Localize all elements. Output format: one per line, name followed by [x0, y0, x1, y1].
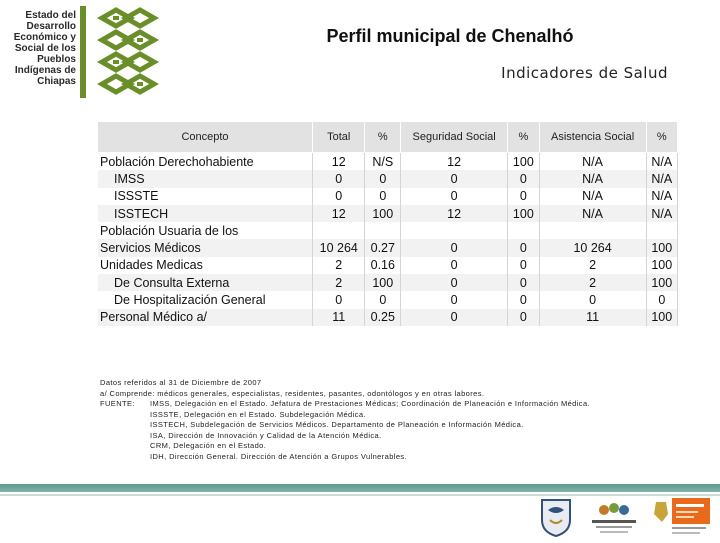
- value-cell: N/A: [646, 170, 677, 187]
- org-name-line: Pueblos: [37, 54, 76, 65]
- value-cell: N/A: [646, 153, 677, 171]
- concept-cell: Unidades Medicas: [98, 257, 313, 274]
- table-row: [98, 153, 678, 171]
- value-cell: 12: [401, 205, 508, 222]
- footnotes: [100, 378, 660, 462]
- mexico-nacion-multicultural-logo: [588, 496, 640, 538]
- value-cell: 0: [401, 291, 508, 308]
- value-cell: [401, 222, 508, 239]
- value-cell: 2: [313, 257, 365, 274]
- value-cell: N/A: [539, 153, 646, 171]
- header-percent: %: [646, 122, 677, 153]
- value-cell: 0: [313, 188, 365, 205]
- unam-seal-logo: [538, 496, 574, 538]
- value-cell: N/S: [365, 153, 401, 171]
- table-body: [98, 153, 678, 326]
- value-cell: 100: [646, 239, 677, 256]
- header-seguridad-social: Seguridad Social: [401, 122, 508, 153]
- value-cell: N/A: [646, 205, 677, 222]
- table-row: [98, 222, 678, 239]
- value-cell: 100: [365, 274, 401, 291]
- accent-bar: [80, 6, 86, 98]
- table-row: [98, 274, 678, 291]
- note-date: Datos referidos al 31 de Diciembre de 2007: [100, 378, 262, 387]
- value-cell: 11: [313, 309, 365, 326]
- value-cell: [539, 222, 646, 239]
- source-line: ISSTECH, Subdelegación de Servicios Médicos. Departamento de Planeación e Información Médica.: [150, 420, 524, 429]
- maya-fret-logo-icon: [92, 6, 164, 98]
- page-subtitle: Indicadores de Salud: [501, 64, 668, 82]
- org-name-line: Económico y: [13, 32, 76, 43]
- source-line: IDH, Dirección General. Dirección de Atención a Grupos Vulnerables.: [150, 451, 408, 461]
- value-cell: 0: [401, 257, 508, 274]
- value-cell: N/A: [539, 170, 646, 187]
- value-cell: 10 264: [539, 239, 646, 256]
- table-row: [98, 291, 678, 308]
- source-line: ISA, Dirección de Innovación y Calidad de la Atención Médica.: [150, 430, 382, 440]
- value-cell: 100: [646, 274, 677, 291]
- concept-cell: IMSS: [98, 170, 313, 187]
- table-row: [98, 188, 678, 205]
- value-cell: 0: [313, 291, 365, 308]
- value-cell: 0: [508, 257, 539, 274]
- org-header: [0, 0, 92, 100]
- value-cell: 0: [508, 239, 539, 256]
- value-cell: 11: [539, 309, 646, 326]
- header-total: Total: [313, 122, 365, 153]
- value-cell: 0: [365, 170, 401, 187]
- value-cell: 12: [401, 153, 508, 171]
- value-cell: 100: [508, 153, 539, 171]
- value-cell: 100: [646, 257, 677, 274]
- value-cell: 0.25: [365, 309, 401, 326]
- concept-cell: De Consulta Externa: [98, 274, 313, 291]
- value-cell: 0: [508, 274, 539, 291]
- concept-cell: ISSSTE: [98, 188, 313, 205]
- health-indicators-table: [98, 122, 678, 326]
- table-row: [98, 309, 678, 326]
- value-cell: 2: [313, 274, 365, 291]
- org-name-line: Estado del: [25, 10, 76, 21]
- concept-cell: Personal Médico a/: [98, 309, 313, 326]
- value-cell: 0: [508, 291, 539, 308]
- value-cell: 0: [401, 239, 508, 256]
- value-cell: 0: [508, 170, 539, 187]
- value-cell: 0: [401, 188, 508, 205]
- source-line: CRM, Delegación en el Estado.: [150, 441, 267, 450]
- page-title: Perfil municipal de Chenalhó: [326, 26, 574, 46]
- table-row: [98, 205, 678, 222]
- value-cell: 0: [539, 291, 646, 308]
- org-name-line: Social de los: [14, 43, 76, 54]
- org-name-line: Desarrollo: [26, 21, 76, 32]
- concept-cell: Servicios Médicos: [98, 239, 313, 256]
- value-cell: N/A: [539, 205, 646, 222]
- value-cell: 0: [508, 309, 539, 326]
- header-asistencia-social: Asistencia Social: [539, 122, 646, 153]
- value-cell: 2: [539, 257, 646, 274]
- value-cell: 100: [365, 205, 401, 222]
- value-cell: 0.27: [365, 239, 401, 256]
- value-cell: N/A: [646, 188, 677, 205]
- value-cell: 0: [401, 170, 508, 187]
- source-line: ISSSTE, Delegación en el Estado. Subdelegación Médica.: [150, 409, 366, 419]
- value-cell: 0: [401, 309, 508, 326]
- value-cell: 0: [365, 188, 401, 205]
- table-row: [98, 257, 678, 274]
- table-header-row: [98, 122, 678, 153]
- header-concept: Concepto: [98, 122, 313, 153]
- table-row: [98, 170, 678, 187]
- value-cell: 12: [313, 153, 365, 171]
- header-percent: %: [508, 122, 539, 153]
- footer-band: [0, 484, 720, 492]
- value-cell: [508, 222, 539, 239]
- source-row: [100, 399, 660, 410]
- header-percent: %: [365, 122, 401, 153]
- value-cell: 0: [313, 170, 365, 187]
- org-name-line: Indígenas de: [14, 65, 76, 76]
- value-cell: [646, 222, 677, 239]
- concept-cell: Población Usuaria de los: [98, 222, 313, 239]
- value-cell: [313, 222, 365, 239]
- note-a: a/ Comprende: médicos generales, especialistas, residentes, pasantes, odontólogos y en otras labores.: [100, 388, 485, 398]
- value-cell: 2: [539, 274, 646, 291]
- value-cell: 0: [646, 291, 677, 308]
- table-row: [98, 239, 678, 256]
- value-cell: 0.16: [365, 257, 401, 274]
- org-name: [6, 10, 76, 87]
- value-cell: N/A: [539, 188, 646, 205]
- value-cell: 100: [646, 309, 677, 326]
- concept-cell: Población Derechohabiente: [98, 153, 313, 171]
- source-line: IMSS, Delegación en el Estado. Jefatura de Prestaciones Médicas; Coordinación de Planeación e Información Médica.: [150, 399, 591, 408]
- chiapas-state-logo: [652, 496, 712, 538]
- concept-cell: De Hospitalización General: [98, 291, 313, 308]
- org-name-line: Chiapas: [37, 76, 76, 87]
- source-label: FUENTE:: [100, 399, 135, 408]
- concept-cell: ISSTECH: [98, 205, 313, 222]
- value-cell: 0: [508, 188, 539, 205]
- value-cell: 0: [365, 291, 401, 308]
- value-cell: 100: [508, 205, 539, 222]
- value-cell: 0: [401, 274, 508, 291]
- value-cell: 12: [313, 205, 365, 222]
- value-cell: 10 264: [313, 239, 365, 256]
- value-cell: [365, 222, 401, 239]
